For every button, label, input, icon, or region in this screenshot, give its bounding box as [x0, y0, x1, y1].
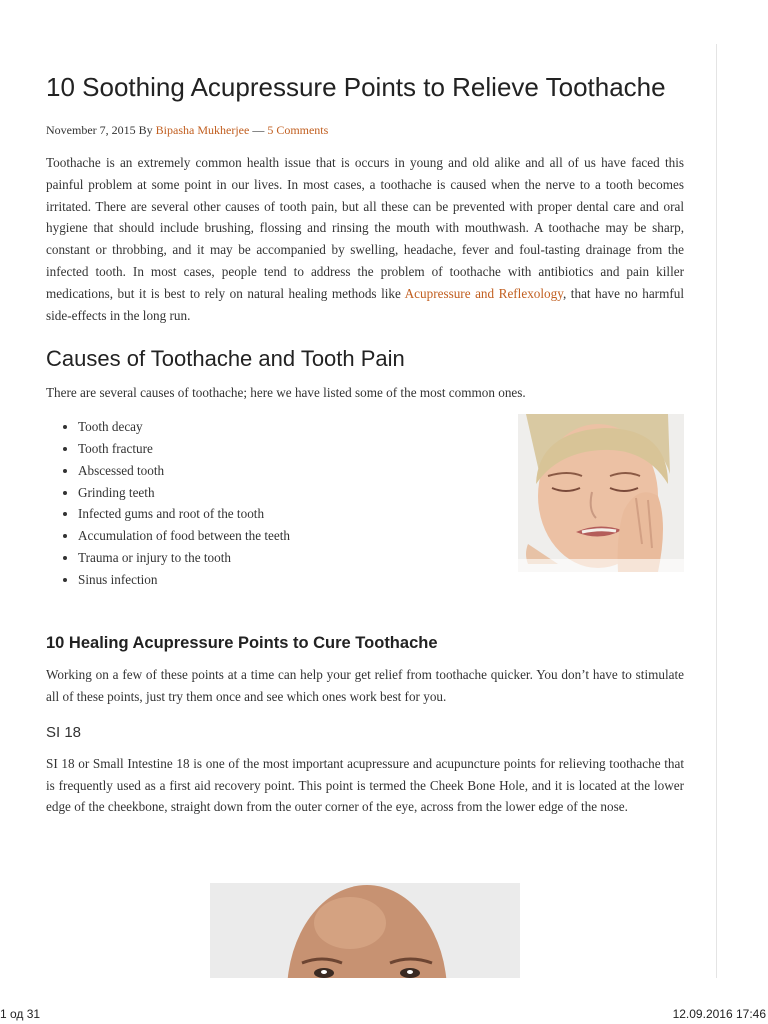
- article-meta: [46, 122, 684, 138]
- post-date: November 7, 2015: [46, 123, 136, 137]
- list-item: • Abscessed tooth: [78, 460, 684, 482]
- causes-intro: There are several causes of toothache; here we have listed some of the most common ones.: [46, 385, 526, 401]
- list-item: • Tooth decay: [78, 416, 684, 438]
- intro-paragraph: [46, 152, 684, 326]
- author-link[interactable]: Bipasha Mukherjee: [155, 123, 250, 137]
- intro-text-end: , that have no harmful side-effects in the long run.: [46, 285, 684, 323]
- healing-intro: Working on a few of these points at a time can help your get relief from toothache quicker. You don’t have to stimulate all of these points, just try them once and see which ones work best for you.: [46, 667, 684, 704]
- healing-points-heading: 10 Healing Acupressure Points to Cure Toothache: [46, 634, 438, 653]
- by-label: By: [138, 123, 153, 137]
- list-item: • Grinding teeth: [78, 482, 684, 504]
- meta-separator: —: [252, 123, 265, 137]
- toothache-woman-photo: [518, 414, 684, 572]
- list-item: • Sinus infection: [78, 569, 684, 591]
- print-timestamp: 12.09.2016 17:46: [672, 1007, 766, 1021]
- bald-head-photo: [210, 883, 520, 978]
- list-item: • Infected gums and root of the tooth: [78, 503, 684, 525]
- si18-heading: SI 18: [46, 723, 82, 741]
- article: [46, 70, 684, 818]
- intro-text-start: Toothache is an extremely common health issue that is occurs in young and old alike and all of us have faced this painful problem at some point in our lives. In most cases, a toothache is caused when the nerve to a tooth becomes irritated. There are several other causes of tooth pain, but all these can be prevented with proper dental care and oral hygiene that should include brushing, flossing and rinsing the mouth with mouthwash. A toothache may be sharp, constant or throbbing, and it may be accompanied by swelling, headache, fever and foul-tasting drainage from the infected tooth. In most cases, people tend to address the problem of toothache with antibiotics and pain killer medications, but it is best to rely on natural healing methods like: [46, 155, 684, 301]
- si18-paragraph: SI 18 or Small Intestine 18 is one of the most important acupressure and acupuncture points for relieving toothache that is frequently used as a first aid recovery point. This point is termed the Cheek Bone Hole, and it is located at the lower edge of the cheekbone, straight down from the outer corner of the eye, across from the lower edge of the nose.: [46, 755, 684, 815]
- woman-illustration: [518, 414, 684, 572]
- article-title: 10 Soothing Acupressure Points to Relieve Toothache: [46, 72, 666, 102]
- causes-heading: Causes of Toothache and Tooth Pain: [46, 346, 405, 372]
- causes-section: [46, 416, 684, 618]
- comments-link[interactable]: 5 Comments: [267, 123, 329, 137]
- sidebar-divider: [716, 44, 717, 978]
- list-item: • Trauma or injury to the tooth: [78, 547, 684, 569]
- list-item: • Accumulation of food between the teeth: [78, 525, 684, 547]
- head-illustration: [210, 883, 520, 978]
- list-item: • Tooth fracture: [78, 438, 684, 460]
- acupressure-reflexology-link[interactable]: Acupressure and Reflexology: [404, 285, 563, 301]
- page-counter: 1 од 31: [0, 1007, 41, 1021]
